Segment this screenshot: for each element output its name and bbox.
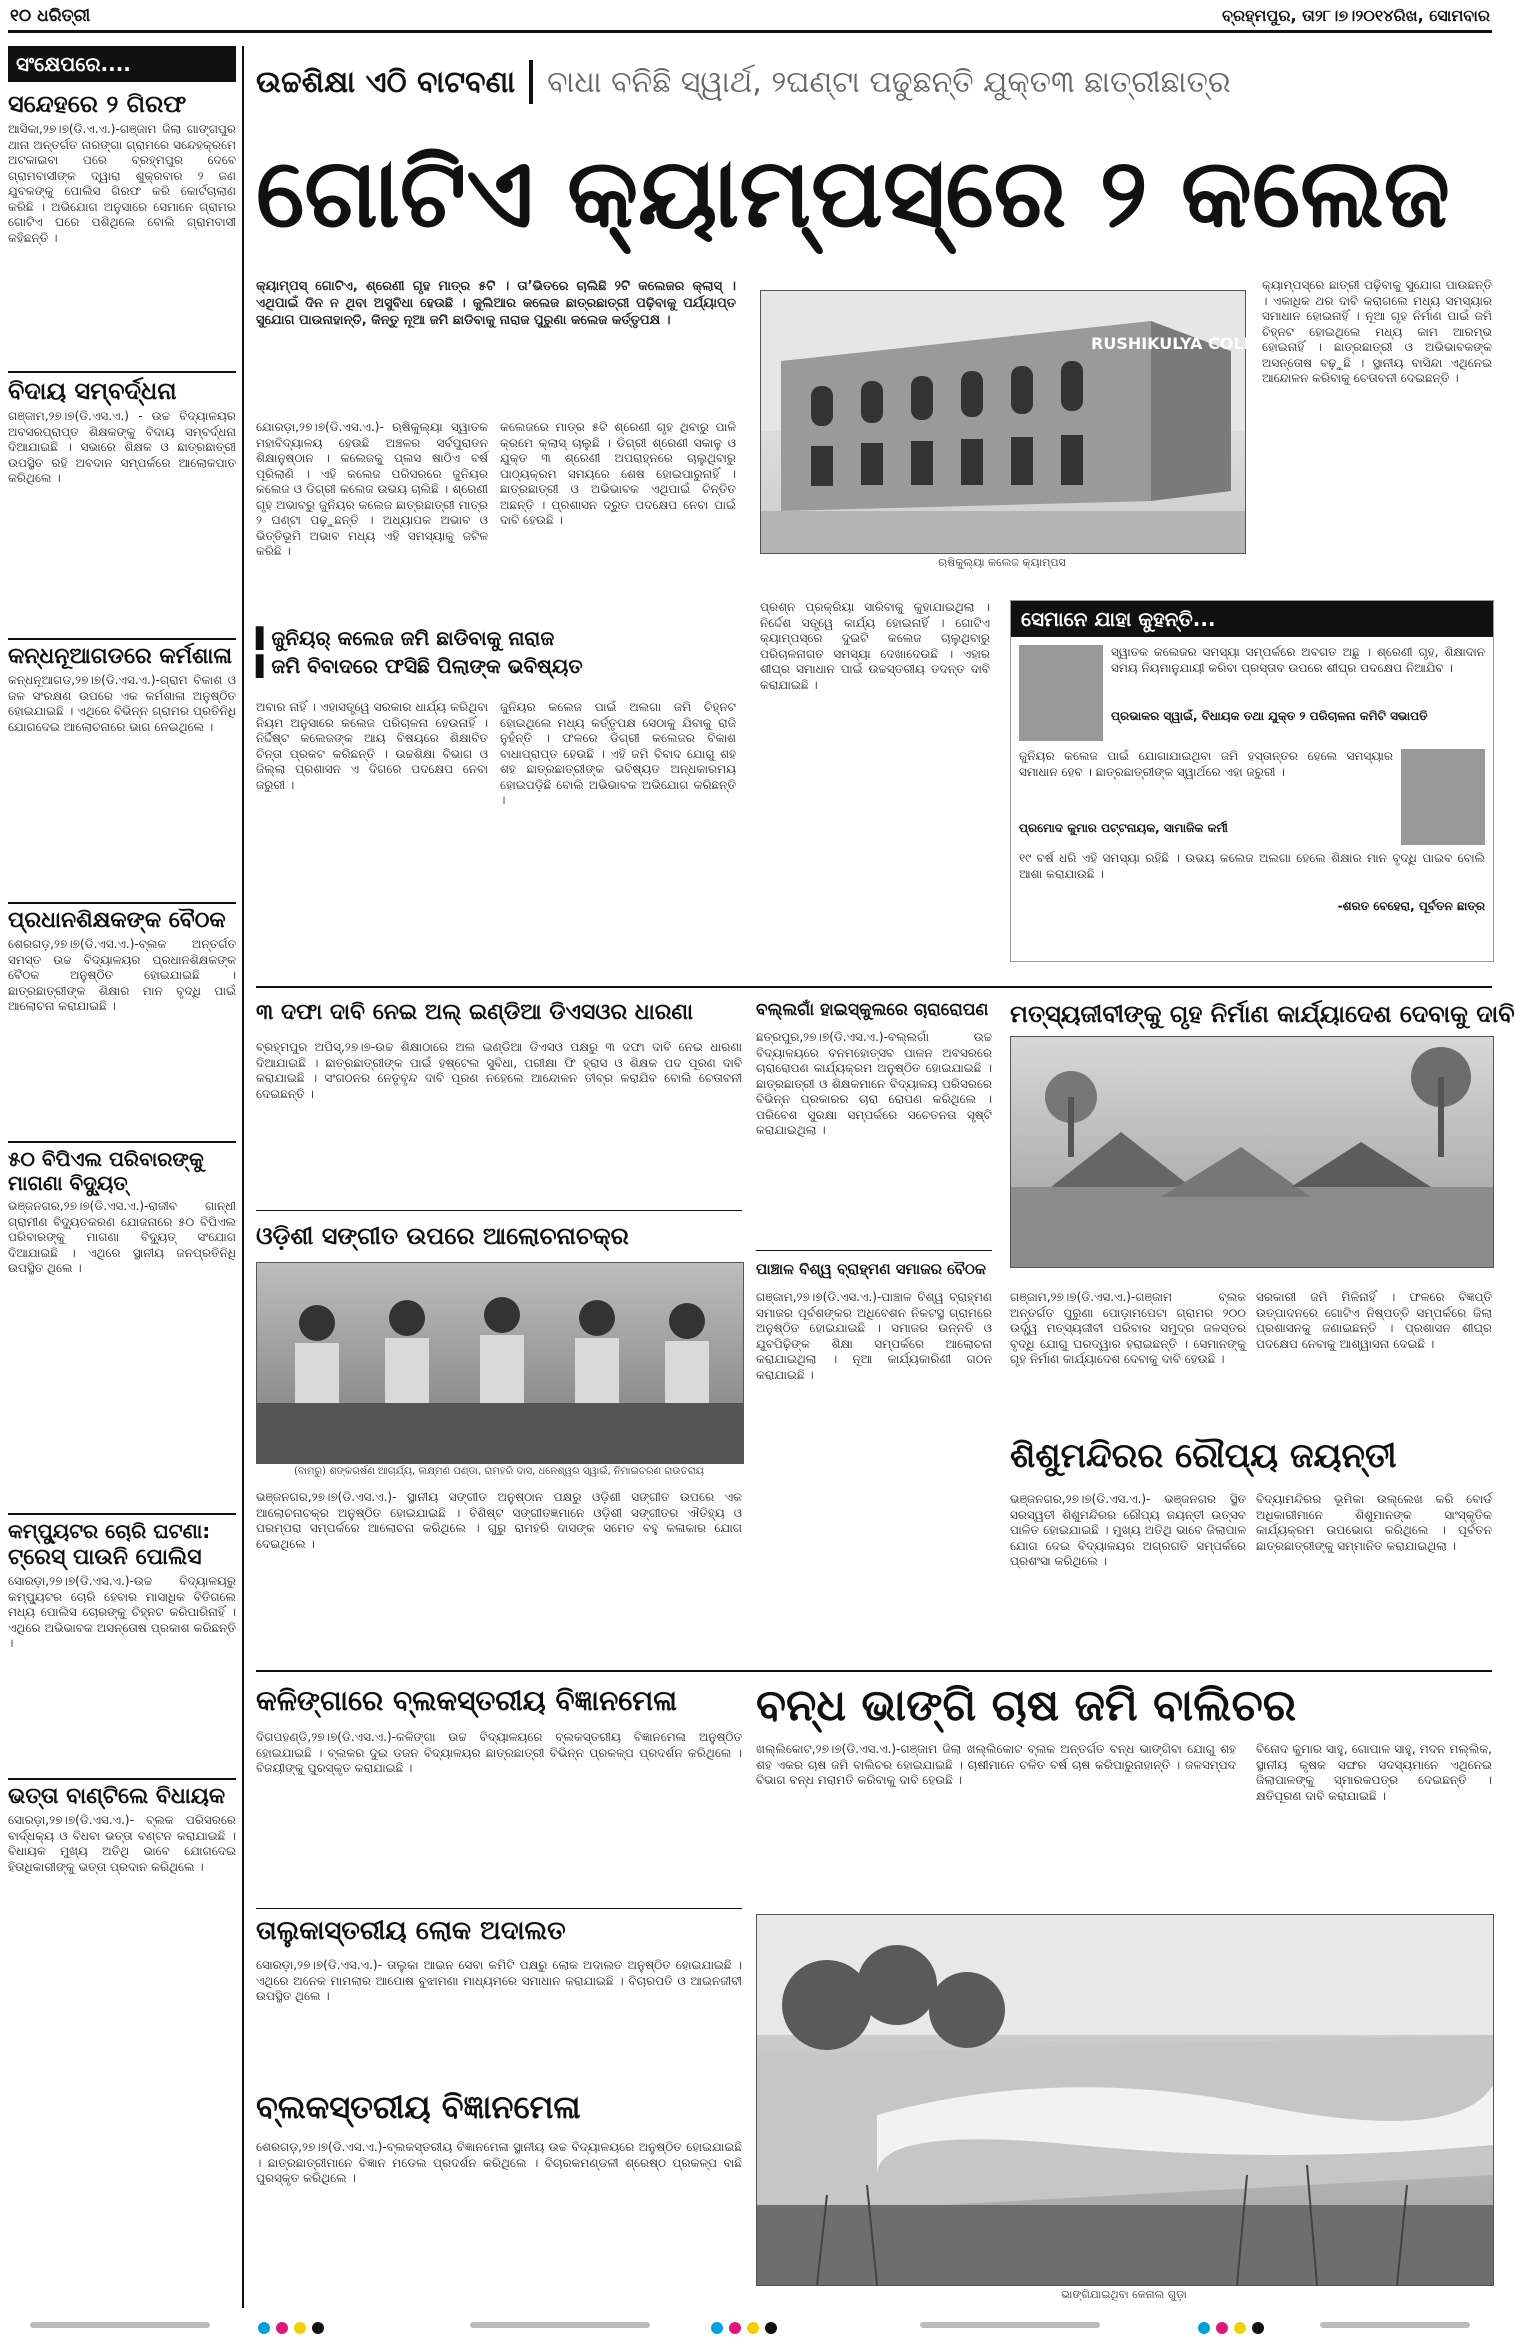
brief-headline: ଟ୍ରେସ୍ ପାଉନି ପୋଲିସ <box>8 1545 202 1570</box>
yellow-swatch <box>747 2322 759 2334</box>
fisher-body-left: ଗଞ୍ଜାମ,୨୭।୭(ଡି.ଏସ.ଏ.)-ଗଞ୍ଜାମ ବ୍ଲକ ଅନ୍ତର୍ଗତ ପୁରୁଣା ପୋଡ଼ାମପେଟା ଗ୍ରାମର ୨୦୦ ଉର୍ଦ୍ଧ୍ୱ ମତ୍ସ୍ୟଜୀବୀ ପରିବାର ସମୁଦ୍ର ଜଳସ୍ତର ବୃଦ୍ଧି ଯୋଗୁ ଘରଦ୍ୱାର ହରାଇଛନ୍ତି । ସେମାନଙ୍କୁ ଗୃହ ନିର୍ମାଣ କାର୍ଯ୍ୟାଦେଶ ଦେବାକୁ ଦାବି ହେଉଛି । <box>1010 1290 1246 1366</box>
color-marks-2 <box>708 2319 780 2338</box>
lead-kicker <box>256 54 1492 110</box>
lead-deck: ବାଧା ବନିଛି ସ୍ୱାର୍ଥ, ୨ଘଣ୍ଟା ପଢୁଛନ୍ତି ଯୁକ୍ତ୩ ଛାତ୍ରୀଛାତ୍ର <box>547 64 1231 100</box>
subhead-1 <box>256 626 742 650</box>
shishu-headline: ଶିଶୁମନ୍ଦିରର ରୌପ୍ୟ ଜୟନ୍ତୀ <box>1010 1436 1397 1476</box>
quote-1: ସ୍ୱାତକ କଲେଜର ସମସ୍ୟା ସମ୍ପର୍କରେ ଅବଗତ ଅଛୁ । ଶ୍ରେଣୀ ଗୃହ, ଶିକ୍ଷାଦାନ ସମୟ ନିୟମାନୁଯାୟୀ କରିବା ପ୍ରସ୍ତାବ ଉପରେ ଶୀଘ୍ର ପଦକ୍ଷେପ ନିଆଯିବ । <box>1111 645 1485 675</box>
fisher-body-right: ସରକାରୀ ଜମି ମିଳିନାହିଁ । ଫଳରେ ବିଜ୍ଞପ୍ତି ଉତ୍ପାଦନରେ ଗୋଟିଏ ନିଷ୍ପତ୍ତି ସମ୍ପର୍କରେ ଜିଲା ପ୍ରଶାସନକୁ ଜଣାଇଛନ୍ତି । ପ୍ରଶାସନ ଶୀଘ୍ର ପଦକ୍ଷେପ ନେବାକୁ ଆଶ୍ୱାସନା ଦେଇଛି । <box>1256 1290 1492 1351</box>
panel-illustration <box>257 1263 743 1463</box>
brief-body: ସୋରଡ଼ା,୨୭।୭(ଡି.ଏସ.ଏ.)- ବ୍ଲକ ପରିସରରେ ବାର୍ଦ୍ଧକ୍ୟ ଓ ବିଧବା ଭତ୍ତା ବଣ୍ଟନ କରାଯାଇଛି । ବିଧାୟକ ମୁଖ୍ୟ ଅତିଥି ଭାବେ ଯୋଗଦେଇ ହିତାଧିକାରୀଙ୍କୁ ଭତ୍ତା ପ୍ରଦାନ କରିଥିଲେ । <box>8 1813 236 1874</box>
masthead-rule <box>8 30 1492 33</box>
lokadalat-body: ସୋରଡ଼ା,୨୭।୭(ଡି.ଏସ.ଏ.)- ତାଲୁକା ଆଇନ ସେବା କମିଟି ପକ୍ଷରୁ ଲୋକ ଅଦାଲତ ଅନୁଷ୍ଠିତ ହୋଇଯାଇଛି । ଏଥିରେ ଅନେକ ମାମଲାର ଆପୋଷ ବୁଝାମଣା ମାଧ୍ୟମରେ ସମାଧାନ କରାଯାଇଛି । ବିଚାରପତି ଓ ଆଇନଜୀବୀ ଉପସ୍ଥିତ ଥିଲେ । <box>256 1958 742 2003</box>
quote-3-name: -ଶରତ ବେହେରା, ପୂର୍ବତନ ଛାତ୍ର <box>1337 899 1485 913</box>
brief-4 <box>8 908 236 1137</box>
lead-headline: ଗୋଟିଏ କ୍ୟାମ୍ପସ୍‌ରେ ୨ କଲେଜ <box>256 137 1450 249</box>
page-number: ୧୦ ଧରିତ୍ରୀ <box>10 6 91 26</box>
magenta-swatch <box>276 2322 288 2334</box>
registration-strip <box>470 2322 650 2328</box>
brief-7 <box>8 1784 236 2033</box>
magenta-swatch <box>729 2322 741 2334</box>
kalinga-headline: କଳିଙ୍ଗାରେ ବ୍ଲକସ୍ତରୀୟ ବିଜ୍ଞାନମେଳା <box>256 1684 677 1717</box>
bandha-body: ଖଲ୍ଲିକୋଟ,୨୭।୭(ଡି.ଏସ.ଏ.)-ଗଞ୍ଜାମ ଜିଲା ଖଲ୍ଲିକୋଟ ବ୍ଲକ ଅନ୍ତର୍ଗତ ବନ୍ଧ ଭାଙ୍ଗିବା ଯୋଗୁ ଶହ ଶହ ଏକର ଚାଷ ଜମି ବାଲିଚର ହୋଇଯାଇଛି । ଚାଷୀମାନେ ଚଳିତ ବର୍ଷ ଚାଷ କରିପାରୁନାହାନ୍ତି । ଜଳସମ୍ପଦ ବିଭାଗ ବନ୍ଧ ମରାମତି କରିବାକୁ ଦାବି ହେଉଛି । <box>756 1742 1236 1787</box>
lead-col-2: କଲେଜରେ ମାତ୍ର ୫ଟି ଶ୍ରେଣୀ ଗୃହ ଥିବାରୁ ପାଳି କ୍ରମେ କ୍ଲାସ୍ ଚାଲୁଛି । ଡିଗ୍ରୀ ଶ୍ରେଣୀ ସକାଳୁ ଓ ଯୁକ୍ତ ୩ ଶ୍ରେଣୀ ଅପରାହ୍ନରେ ଚାଲୁଥିବାରୁ ପାଠ୍ୟକ୍ରମ ସମୟରେ ଶେଷ ହୋଇପାରୁନାହିଁ । ଛାତ୍ରଛାତ୍ରୀ ଓ ଅଭିଭାବକ ଏଥିପାଇଁ ଚିନ୍ତିତ ଅଛନ୍ତି । ପ୍ରଶାସନ ଦ୍ରୁତ ପଦକ୍ଷେପ ନେବା ପାଇଁ ଦାବି ହେଉଛି । <box>500 420 736 527</box>
sangeet-caption: (ବାମରୁ) ଶଙ୍କରର୍ଷଣ ଆଚାର୍ଯ୍ୟ, ଲକ୍ଷ୍ମଣ ପଣ୍ଡା, ରାମହରି ଦାସ, ଧନେଶ୍ୱର ସ୍ୱାଇଁ, ନିମାଇଚରଣ ରାଉତରାୟ <box>294 1466 704 1477</box>
lead-col-1: ଯୋରଡ଼ା,୨୭।୭(ଡି.ଏସ.ଏ.)- ଋଷିକୁଲ୍ୟା ସ୍ୱାତକ ମହାବିଦ୍ୟାଳୟ ହେଉଛି ଅଞ୍ଚଳର ସର୍ବପୁରାତନ ଶିକ୍ଷାନୁଷ୍ଠାନ । କଲେଜକୁ ପ୍ଲସ ଷାଠିଏ ବର୍ଷ ପୂରିଲାଣି । ଏହି କଲେଜ ପରିସରରେ ଜୁନିୟର କଲେଜ ଓ ଡିଗ୍ରୀ କଲେଜ ଉଭୟ ଚାଲିଛି । ଶ୍ରେଣୀ ଗୃହ ଅଭାବରୁ ଜୁନିୟର କଲେଜ ଛାତ୍ରଛାତ୍ରୀ ମାତ୍ର ୨ ଘଣ୍ଟା ପଢ଼ୁଛନ୍ତି । ଅଧ୍ୟାପକ ଅଭାବ ଓ ଭିତ୍ତିଭୂମି ଅଭାବ ମଧ୍ୟ ଏହି ସମସ୍ୟାକୁ ଜଟିଳ କରିଛି । <box>256 420 488 558</box>
college-photo <box>760 290 1289 554</box>
sub-col-3: ପ୍ରଶ୍ନ ପ୍ରକ୍ରିୟା ସାରିବାକୁ କୁହାଯାଇଥିଲା । ନିର୍ଦ୍ଦେଶ ସତ୍ତ୍ୱେ କାର୍ଯ୍ୟ ହୋଇନାହିଁ । ଗୋଟିଏ କ୍ୟାମ୍ପସ୍‌ରେ ଦୁଇଟି କଲେଜ ଚାଲୁଥିବାରୁ ପରିଚାଳନାଗତ ସମସ୍ୟା ଦେଖାଦେଉଛି । ଏହାର ଶୀଘ୍ର ସମାଧାନ ପାଇଁ ଉଚ୍ଚସ୍ତରୀୟ ତଦନ୍ତ ଦାବି କରାଯାଇଛି । <box>760 600 990 692</box>
pathani-rule <box>756 1250 992 1251</box>
black-swatch <box>312 2322 324 2334</box>
canal-photo-caption: ଭାଙ୍ଗିଯାଇଥିବା କେନାଲ ଗୁଡ଼ା <box>1061 2288 1187 2301</box>
cyan-swatch <box>1198 2322 1210 2334</box>
brief-body: କନ୍ଧନୂଆଗଡ,୨୭।୭(ଡି.ଏସ.ଏ.)-ଗ୍ରାମ ବିକାଶ ଓ ଜଳ ସଂରକ୍ଷଣ ଉପରେ ଏକ କର୍ମଶାଳା ଅନୁଷ୍ଠିତ ହୋଇଯାଇଛି । ଏଥିରେ ବିଭିନ୍ନ ଗ୍ରାମର ପ୍ରତିନିଧି ଯୋଗଦେଇ ଆଲୋଚନାରେ ଭାଗ ନେଇଥିଲେ । <box>8 673 236 734</box>
kicker-divider <box>529 60 533 104</box>
brief-6 <box>8 1519 236 1774</box>
quotes-header: ସେମାନେ ଯାହା କୁହନ୍ତି... <box>1011 601 1493 637</box>
canal-photo <box>756 1914 1494 2286</box>
brief-body: ସୋରଡ଼ା,୨୭।୭(ଡି.ଏସ.ଏ.)-ଉଚ୍ଚ ବିଦ୍ୟାଳୟରୁ କମ୍ପ୍ୟୁଟର ଚୋରି ହେବାର ମାସାଧିକ ବିତିଗଲେ ମଧ୍ୟ ପୋଲିସ ଚୋରଙ୍କୁ ଚିହ୍ନଟ କରିପାରିନାହିଁ । ଏଥିରେ ଅଭିଭାବକ ଅସନ୍ତୋଷ ପ୍ରକାଶ କରିଛନ୍ତି । <box>8 1574 236 1650</box>
lower-rule <box>256 1670 1492 1672</box>
biraja-body: ଛତ୍ରପୁର,୨୭।୭(ଡି.ଏସ.ଏ.)-ବଲ୍ଲଗାଁ ଉଚ୍ଚ ବିଦ୍ୟାଳୟରେ ବନମହୋତ୍ସବ ପାଳନ ଅବସରରେ ଚାରାରୋପଣ କାର୍ଯ୍ୟକ୍ରମ ଅନୁଷ୍ଠିତ ହୋଇଯାଇଛି । ଛାତ୍ରଛାତ୍ରୀ ଓ ଶିକ୍ଷକମାନେ ବିଦ୍ୟାଳୟ ପରିସରରେ ବିଭିନ୍ନ ପ୍ରକାରର ଚାରା ରୋପଣ କରିଥିଲେ । ପରିବେଶ ସୁରକ୍ଷା ସମ୍ପର୍କରେ ସଚେତନତା ସୃଷ୍ଟି କରାଯାଇଥିଲା । <box>756 1030 992 1137</box>
quote-2: ଜୁନିୟର କଲେଜ ପାଇଁ ଯୋଗାଯାଇଥିବା ଜମି ହସ୍ତାନ୍ତର ହେଲେ ସମସ୍ୟାର ସମାଧାନ ହେବ । ଛାତ୍ରଛାତ୍ରୀଙ୍କ ସ୍ୱାର୍ଥରେ ଏହା ଜରୁରୀ । <box>1019 749 1393 779</box>
brief-headline: ଭତ୍ତା ବାଣ୍ଟିଲେ ବିଧାୟକ <box>8 1784 226 1809</box>
lead-subheads <box>256 626 742 678</box>
fisher-photo <box>1010 1036 1494 1268</box>
brief-3 <box>8 644 236 898</box>
blockvigyan-headline: ବ୍ଲକସ୍ତରୀୟ ବିଜ୍ଞାନମେଳା <box>256 2088 581 2126</box>
brief-headline: ପ୍ରଧାନଶିକ୍ଷକଙ୍କ ବୈଠକ <box>8 908 226 933</box>
registration-strip <box>1320 2322 1470 2328</box>
black-swatch <box>765 2322 777 2334</box>
sub-col-2: ଜୁନିୟର କଲେଜ ପାଇଁ ଅଲଗା ଜମି ଚିହ୍ନଟ ହୋଇଥିଲେ ମଧ୍ୟ କର୍ତ୍ତୃପକ୍ଷ ସେଠାକୁ ଯିବାକୁ ରାଜି ନୁହଁନ୍ତି । ଫଳରେ ଡିଗ୍ରୀ କଲେଜର ବିକାଶ ବାଧାପ୍ରାପ୍ତ ହେଉଛି । ଏହି ଜମି ବିବାଦ ଯୋଗୁ ଶହ ଶହ ଛାତ୍ରଛାତ୍ରୀଙ୍କ ଭବିଷ୍ୟତ ଅନ୍ଧକାରମୟ ହୋଇପଡ଼ିଛି ବୋଲି ଅଭିଭାବକ ଅଭିଯୋଗ କରିଛନ୍ତି । <box>500 700 736 807</box>
quote-2-name: ପ୍ରମୋଦ କୁମାର ପଟ୍ଟନାୟକ, ସାମାଜିକ କର୍ମୀ <box>1019 821 1228 835</box>
cyan-swatch <box>711 2322 723 2334</box>
registration-strip <box>920 2322 1100 2328</box>
print-registration <box>0 2318 1500 2332</box>
canal-illustration <box>757 1915 1493 2285</box>
kalinga-body: ଦିଗପହଣ୍ଡି,୨୭।୭(ଡି.ଏସ.ଏ.)-କଳିଙ୍ଗା ଉଚ୍ଚ ବିଦ୍ୟାଳୟରେ ବ୍ଲକସ୍ତରୀୟ ବିଜ୍ଞାନମେଳା ଅନୁଷ୍ଠିତ ହୋଇଯାଇଛି । ବ୍ଲକର ଦୁଇ ଡଜନ ବିଦ୍ୟାଳୟର ଛାତ୍ରଛାତ୍ରୀ ବିଭିନ୍ନ ପ୍ରକଳ୍ପ ପ୍ରଦର୍ଶନ କରିଥିଲେ । ବିଜୟୀଙ୍କୁ ପୁରସ୍କୃତ କରାଯାଇଛି । <box>256 1730 742 1775</box>
bullet: ▌ <box>256 626 272 650</box>
brief-5 <box>8 1147 236 1509</box>
pathani-body: ଗଞ୍ଜାମ,୨୭।୭(ଡି.ଏସ.ଏ.)-ପାଞ୍ଚାଳ ବିଶ୍ୱ ବ୍ରାହ୍ମଣ ସମାଜର ପୂର୍ବଶଙ୍କର ଅଧିବେଶନ ନିକଟସ୍ଥ ଗ୍ରାମରେ ଅନୁଷ୍ଠିତ ହୋଇଯାଇଛି । ସମାଜର ଉନ୍ନତି ଓ ଯୁବପିଢ଼ିଙ୍କ ଶିକ୍ଷା ସମ୍ପର୍କରେ ଆଲୋଚନା କରାଯାଇଥିଲା । ନୂଆ କାର୍ଯ୍ୟକାରିଣୀ ଗଠନ କରାଯାଇଛି । <box>756 1290 992 1382</box>
lead-col-3: କ୍ୟାମ୍ପସ୍‌ରେ ଛାତ୍ରୀ ପଢ଼ିବାକୁ ସୁଯୋଗ ପାଉଛନ୍ତି । ଏକାଧିକ ଥର ଦାବି କରାଗଲେ ମଧ୍ୟ ସମସ୍ୟାର ସମାଧାନ ହୋଇନାହିଁ । ନୂଆ ଗୃହ ନିର୍ମାଣ ପାଇଁ ଜମି ଚିହ୍ନଟ ହୋଇଥିଲେ ମଧ୍ୟ କାମ ଆରମ୍ଭ ହୋଇନାହିଁ । ଛାତ୍ରଛାତ୍ରୀ ଓ ଅଭିଭାବକଙ୍କ ଅସନ୍ତୋଷ ବଢ଼ୁଛି । ସ୍ଥାନୀୟ ବାସିନ୍ଦା ଏଥିନେଇ ଆନ୍ଦୋଳନ କରିବାକୁ ଚେତାବନୀ ଦେଇଛନ୍ତି । <box>1262 278 1492 385</box>
fisher-camp-illustration <box>1011 1037 1493 1267</box>
dateline: ବ୍ରହ୍ମପୁର, ତା୨୮।୭।୨୦୧୪ରିଖ, ସୋମବାର <box>1222 6 1490 25</box>
pathani-headline: ପାଞ୍ଚାଳ ବିଶ୍ୱ ବ୍ରାହ୍ମଣ ସମାଜର ବୈଠକ <box>756 1260 986 1278</box>
blockvigyan-body: ଶେରଗଡ଼,୨୭।୭(ଡି.ଏସ.ଏ.)-ବ୍ଲକସ୍ତରୀୟ ବିଜ୍ଞାନମେଳା ସ୍ଥାନୀୟ ଉଚ୍ଚ ବିଦ୍ୟାଳୟରେ ଅନୁଷ୍ଠିତ ହୋଇଯାଇଛି । ଛାତ୍ରଛାତ୍ରୀମାନେ ବିଜ୍ଞାନ ମଡେଲ ପ୍ରଦର୍ଶନ କରିଥିଲେ । ବିଚାରକମଣ୍ଡଳୀ ଶ୍ରେଷ୍ଠ ପ୍ରକଳ୍ପ ବାଛି ପୁରସ୍କୃତ କରିଥିଲେ । <box>256 2140 742 2185</box>
subhead-2-text: ଜମି ବିବାଦରେ ଫସିଛି ପିଲାଙ୍କ ଭବିଷ୍ୟତ <box>271 654 583 678</box>
brief-headline: କମ୍ପ୍ୟୁଟର ଚୋରି ଘଟଣା: <box>8 1519 211 1543</box>
lead-intro: କ୍ୟାମ୍ପସ୍ ଗୋଟିଏ, ଶ୍ରେଣୀ ଗୃହ ମାତ୍ର ୫ଟି । ତା’ଭିତରେ ଚାଲିଛି ୨ଟି କଲେଜର କ୍ଲାସ୍ । ଏଥିପାଇଁ ଦିନ ନ ଥିବା ଅସୁବିଧା ହେଉଛି । କୁଲିଆର କଲେଜ ଛାତ୍ରଛାତ୍ରୀ ପଢ଼ିବାକୁ ପର୍ଯ୍ୟାପ୍ତ ସୁଯୋଗ ପାଉନାହାନ୍ତି, କିନ୍ତୁ ନୂଆ ଜମି ଛାଡିବାକୁ ନାରାଜ ପୁରୁଣା କଲେଜ କର୍ତ୍ତୃପକ୍ଷ । <box>256 279 736 328</box>
brief-body: ଶେରଗଡ଼,୨୭।୭(ଡି.ଏସ.ଏ.)-ବ୍ଲକ ଅନ୍ତର୍ଗତ ସମସ୍ତ ଉଚ୍ଚ ବିଦ୍ୟାଳୟର ପ୍ରଧାନଶିକ୍ଷକଙ୍କ ବୈଠକ ଅନୁଷ୍ଠିତ ହୋଇଯାଇଛି । ଛାତ୍ରଛାତ୍ରୀଙ୍କ ଶିକ୍ଷାର ମାନ ବୃଦ୍ଧି ପାଇଁ ଆଲୋଚନା କରାଯାଇଛି । <box>8 937 236 1013</box>
sangeet-headline: ଓଡ଼ିଶୀ ସଙ୍ଗୀତ ଉପରେ ଆଲୋଚନାଚକ୍ର <box>256 1222 629 1250</box>
building-sign: RUSHIKULYA COLLEGE <box>1091 334 1289 353</box>
yellow-swatch <box>294 2322 306 2334</box>
sidebar-rule <box>242 46 244 2308</box>
lokadalat-rule <box>256 1908 742 1909</box>
lokadalat-headline: ତାଲୁକାସ୍ତରୀୟ ଲୋକ ଅଦାଲତ <box>256 1916 566 1946</box>
brief-body: ଗଞ୍ଜାମ,୨୭।୭(ଡି.ଏସ.ଏ.) - ଉଚ୍ଚ ବିଦ୍ୟାଳୟର ଅବସରପ୍ରାପ୍ତ ଶିକ୍ଷକଙ୍କୁ ବିଦାୟ ସମ୍ବର୍ଦ୍ଧନା ଦିଆଯାଇଛି । ସଭାରେ ଶିକ୍ଷକ ଓ ଛାତ୍ରଛାତ୍ରୀ ଉପସ୍ଥିତ ରହି ଅବଦାନ ସମ୍ପର୍କରେ ଆଲୋକପାତ କରିଥିଲେ । <box>8 409 236 485</box>
portrait-2 <box>1401 749 1485 845</box>
sidebar-header: ସଂକ୍ଷେପରେ.... <box>8 46 236 82</box>
mid-rule <box>256 1210 742 1211</box>
brief-headline: ବିଦାୟ ସମ୍ବର୍ଦ୍ଧନା <box>8 377 177 405</box>
subhead-2 <box>256 654 742 678</box>
bullet: ▌ <box>256 654 272 678</box>
college-building-illustration <box>761 291 1289 553</box>
lead-bottom-rule <box>256 986 1492 988</box>
black-swatch <box>1252 2322 1264 2334</box>
brief-2 <box>8 377 236 634</box>
color-marks-1 <box>255 2319 327 2338</box>
cyan-swatch <box>258 2322 270 2334</box>
sangeet-photo <box>256 1262 744 1464</box>
shishu-body-right: ବିଦ୍ୟାମନ୍ଦିରର ଭୂମିକା ଉଲ୍ଲେଖ କରି ବୋର୍ଡ ଅଧିକାରୀମାନେ ଶିଶୁମାନଙ୍କ ସାଂସ୍କୃତିକ କାର୍ଯ୍ୟକ୍ରମ ଉପଭୋଗ କରିଥିଲେ । ପୂର୍ବତନ ଛାତ୍ରଛାତ୍ରୀଙ୍କୁ ସମ୍ମାନିତ କରାଯାଇଥିଲା । <box>1256 1492 1492 1553</box>
quotes-box <box>1010 600 1494 962</box>
registration-strip <box>30 2322 210 2328</box>
portrait-1 <box>1019 645 1103 741</box>
brief-headline: କନ୍ଧନୂଆଗଡରେ କର୍ମଶାଳା <box>8 644 233 669</box>
yellow-swatch <box>1234 2322 1246 2334</box>
brief-headline: ସନ୍ଦେହରେ ୨ ଗିରଫ <box>8 90 187 118</box>
fisher-headline: ମତ୍ସ୍ୟଜୀବୀଙ୍କୁ ଗୃହ ନିର୍ମାଣ କାର୍ଯ୍ୟାଦେଶ ଦେବାକୁ ଦାବି <box>1010 1000 1515 1028</box>
brief-headline: ୫୦ ବିପିଏଲ ପରିବାରଙ୍କୁ ମାଗଣା ବିଦ୍ୟୁତ୍ <box>8 1147 204 1195</box>
college-photo-caption: ଋଷିକୁଲ୍ୟା କଲେଜ କ୍ୟାମ୍ପସ <box>938 556 1066 569</box>
quote-3: ୧୯ ବର୍ଷ ଧରି ଏହି ସମସ୍ୟା ରହିଛି । ଉଭୟ କଲେଜ ଅଲଗା ହେଲେ ଶିକ୍ଷାର ମାନ ବୃଦ୍ଧି ପାଇବ ବୋଲି ଆଶା କରାଯାଉଛି । <box>1019 851 1485 881</box>
sub-col-1: ଅବାର ନାହିଁ । ଏହାସତ୍ତ୍ୱେ ସରକାର ଧାର୍ଯ୍ୟ କରିଥିବା ନିୟମ ଅନୁସାରେ କଲେଜ ପରିଚାଳନା ହେଉନାହିଁ । ନିର୍ଦ୍ଦିଷ୍ଟ କଲେଜଙ୍କ ଆୟ ବିଷୟରେ ଶିକ୍ଷାବିତ ଚିନ୍ତା ପ୍ରକଟ କରିଛନ୍ତି । ଉଚ୍ଚଶିକ୍ଷା ବିଭାଗ ଓ ଜିଲ୍ଲା ପ୍ରଶାସନ ଏ ଦିଗରେ ପଦକ୍ଷେପ ନେବା ଜରୁରୀ । <box>256 700 488 792</box>
biraja-headline: ବଲ୍ଲଗାଁ ହାଇସ୍କୁଲରେ ଚାରାରୋପଣ <box>756 1000 989 1020</box>
kicker-text: ଉଚ୍ଚଶିକ୍ଷା ଏଠି ବାଟବଣା <box>256 64 516 100</box>
subhead-1-text: ଜୁନିୟର୍ କଲେଜ ଜମି ଛାଡିବାକୁ ନାରାଜ <box>271 626 555 650</box>
bandha-headline: ବନ୍ଧ ଭାଙ୍ଗି ଚାଷ ଜମି ବାଲିଚର <box>756 1680 1297 1731</box>
sidebar <box>8 46 236 2308</box>
dharana-body: ବ୍ରହ୍ମପୁର ଅପିସ୍,୨୭।୭-ଉଚ୍ଚ ଶିକ୍ଷାଠାରେ ଅଲ ଇଣ୍ଡିଆ ଡିଏସଓ ପକ୍ଷରୁ ୩ ଦଫା ଦାବି ନେଇ ଧାରଣା ଦିଆଯାଇଛି । ଛାତ୍ରଛାତ୍ରୀଙ୍କ ପାଇଁ ହଷ୍ଟେଲ ସୁବିଧା, ପରୀକ୍ଷା ଫି ହ୍ରାସ ଓ ଶିକ୍ଷକ ପଦ ପୂରଣ ଦାବି କରାଯାଇଛି । ସଂଗଠନର ନେତୃବୃନ୍ଦ ଦାବି ପୂରଣ ନହେଲେ ଆନ୍ଦୋଳନ ତୀବ୍ର କରାଯିବ ବୋଲି ଚେତାବନୀ ଦେଇଛନ୍ତି । <box>256 1040 742 1101</box>
shishu-body-left: ଭଞ୍ଜନଗର,୨୭।୭(ଡି.ଏସ.ଏ.)- ଭଞ୍ଜନଗର ସ୍ଥିତ ସରସ୍ୱତୀ ଶିଶୁମନ୍ଦିରର ରୌପ୍ୟ ଜୟନ୍ତୀ ଉତ୍ସବ ପାଳିତ ହୋଇଯାଇଛି । ମୁଖ୍ୟ ଅତିଥି ଭାବେ ଜିଲାପାଳ ଯୋଗ ଦେଇ ବିଦ୍ୟାଳୟର ଅଗ୍ରଗତି ସମ୍ପର୍କରେ ପ୍ରଶଂସା କରିଥିଲେ । <box>1010 1492 1246 1568</box>
brief-body: ଭଞ୍ଜନଗର,୨୭।୭(ଡି.ଏସ.ଏ.)-ରାଜୀବ ଗାନ୍ଧୀ ଗ୍ରାମୀଣ ବିଦ୍ୟୁତକରଣ ଯୋଜନାରେ ୫୦ ବିପିଏଲ ପରିବାରଙ୍କୁ ମାଗଣା ବିଦ୍ୟୁତ୍ ସଂଯୋଗ ଦିଆଯାଇଛି । ଏଥିରେ ସ୍ଥାନୀୟ ଜନପ୍ରତିନିଧି ଉପସ୍ଥିତ ଥିଲେ । <box>8 1199 236 1275</box>
color-marks-3 <box>1195 2319 1267 2338</box>
quote-1-name: ପ୍ରଭାକର ସ୍ୱାଇଁ, ବିଧାୟକ ତଥା ଯୁକ୍ତ ୨ ପରିଚାଳନା କମିଟି ସଭାପତି <box>1111 709 1428 723</box>
dharana-headline: ୩ ଦଫା ଦାବି ନେଇ ଅଲ୍ ଇଣ୍ଡିଆ ଡିଏସଓର ଧାରଣା <box>256 1000 694 1025</box>
bandha-body-2: ବିନୋଦ କୁମାର ସାହୁ, ଗୋପାଳ ସାହୁ, ମଦନ ମଲ୍ଲିକ, ସ୍ଥାନୀୟ କୃଷକ ସଙ୍ଘର ସଦସ୍ୟମାନେ ଏଥିନେଇ ଜିଲାପାଳଙ୍କୁ ସ୍ମାରକପତ୍ର ଦେଇଛନ୍ତି । କ୍ଷତିପୂରଣ ଦାବି କରାଯାଇଛି । <box>1256 1742 1492 1803</box>
sangeet-body: ଭଞ୍ଜନଗର,୨୭।୭(ଡି.ଏସ.ଏ.)- ସ୍ଥାନୀୟ ସଙ୍ଗୀତ ଅନୁଷ୍ଠାନ ପକ୍ଷରୁ ଓଡ଼ିଶୀ ସଙ୍ଗୀତ ଉପରେ ଏକ ଆଲୋଚନାଚକ୍ର ଅନୁଷ୍ଠିତ ହୋଇଯାଇଛି । ବିଶିଷ୍ଟ ସଙ୍ଗୀତଜ୍ଞମାନେ ଓଡ଼ିଶୀ ସଙ୍ଗୀତର ଐତିହ୍ୟ ଓ ପରମ୍ପରା ସମ୍ପର୍କରେ ଆଲୋଚନା କରିଥିଲେ । ଗୁରୁ ରାମହରି ଦାସଙ୍କ ସମେତ ବହୁ କଳାକାର ଯୋଗ ଦେଇଥିଲେ । <box>256 1490 742 1551</box>
brief-1 <box>8 90 236 367</box>
brief-body: ଆସିକା,୨୭।୭(ଡି.ଏ.ଏ.)-ଗଞ୍ଜାମ ଜିଲା ଗାଙ୍ଗପୁର ଥାନା ଅନ୍ତର୍ଗତ ନାରଙ୍ଗା ଗ୍ରାମରେ ସନ୍ଦେହକ୍ରମେ ଅଟକାଇବା ପରେ ବ୍ରହ୍ମପୁର ଦେବେ ଗ୍ରାମବାସୀଙ୍କ ଦ୍ୱାରା ଶୁକ୍ରବାର ୨ ଜଣ ଯୁବକଙ୍କୁ ପୋଲିସ ଗିରଫ କରି କୋର୍ଟଚାଲାଣ କରିଛି । ଅଭିଯୋଗ ଅନୁସାରେ ସେମାନେ ଗ୍ରାମର ଗୋଟିଏ ଘରେ ପଶିଥିଲେ ବୋଲି ଗ୍ରାମବାସୀ କହିଛନ୍ତି । <box>8 122 236 245</box>
magenta-swatch <box>1216 2322 1228 2334</box>
